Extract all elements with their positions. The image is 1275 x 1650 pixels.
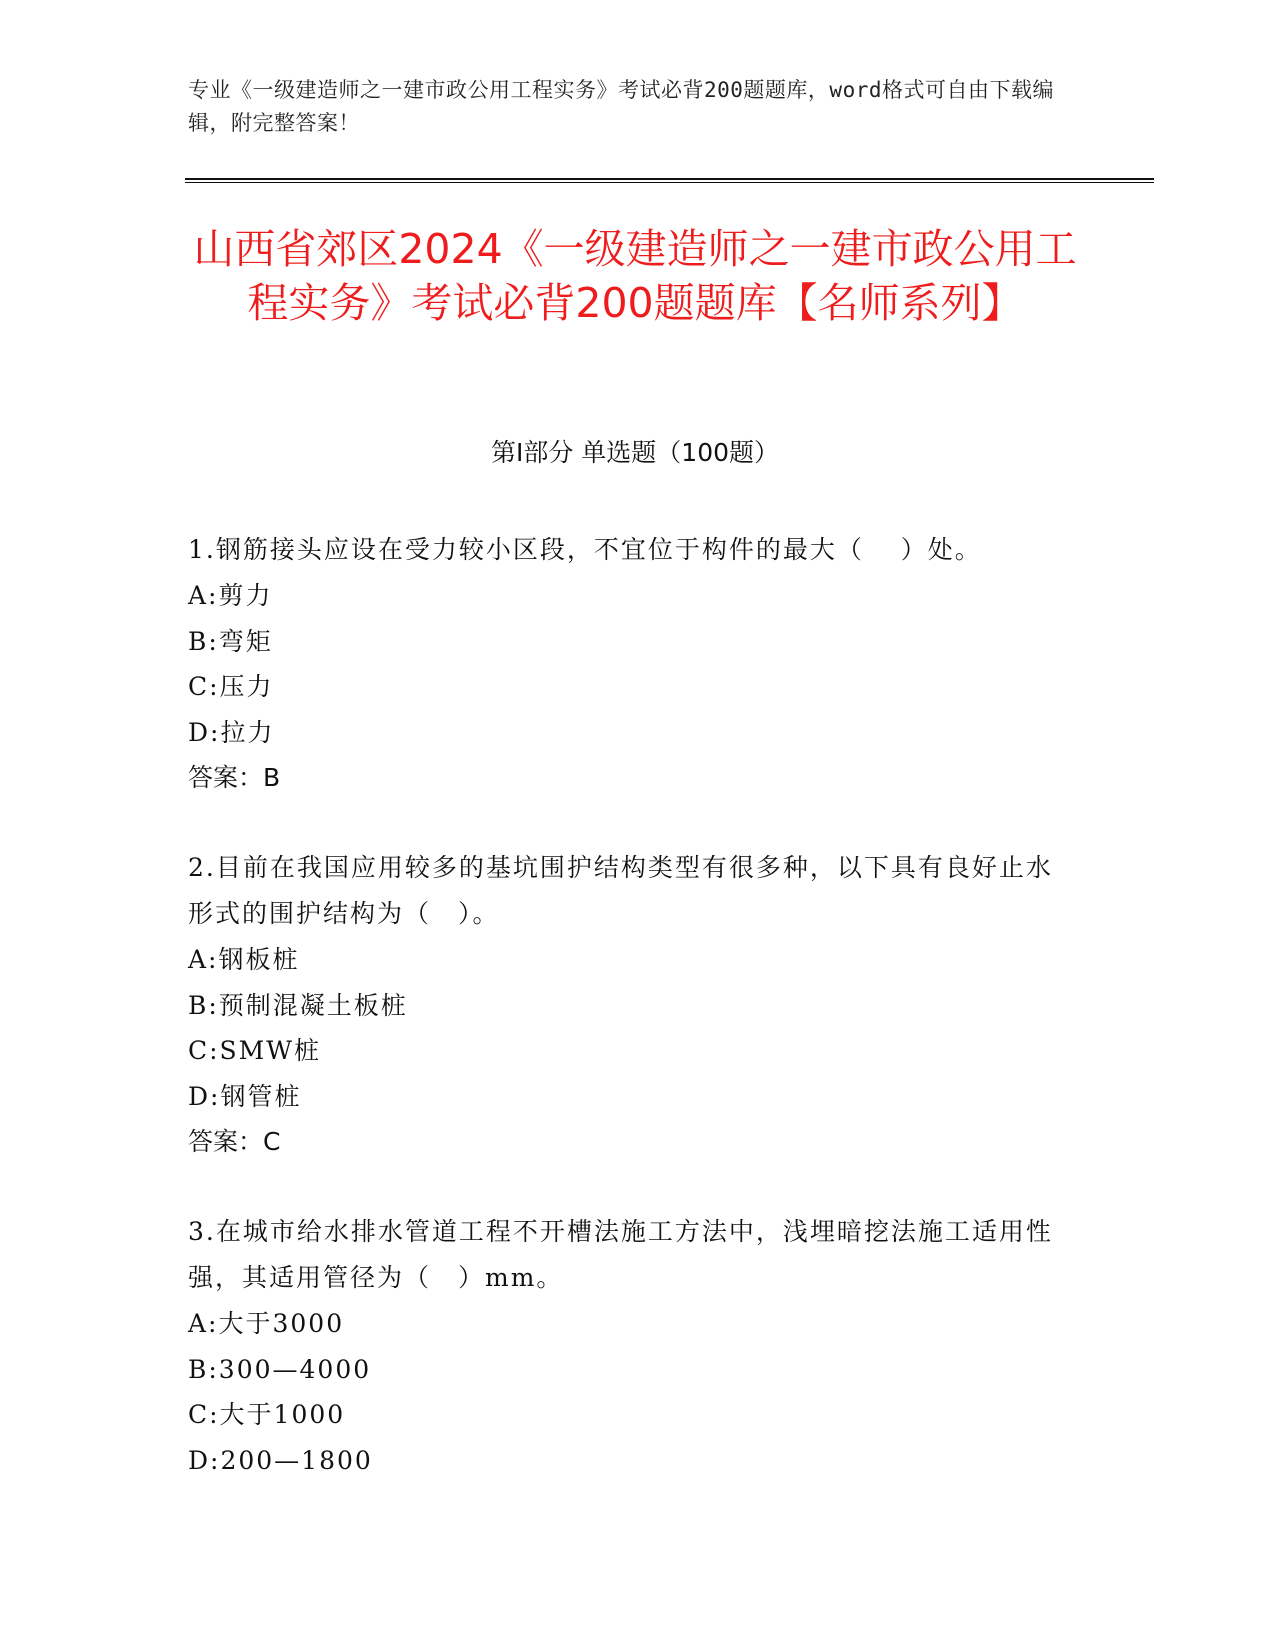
option-d: D:200—1800 <box>188 1445 373 1475</box>
question-stem: 3.在城市给水排水管道工程不开槽法施工方法中，浅埋暗挖法施工适用性强，其适用管径为（ ）mm。 <box>188 1217 1053 1292</box>
header-note: 专业《一级建造师之一建市政公用工程实务》考试必背200题题库，word格式可自由下载编辑，附完整答案！ <box>188 78 1054 135</box>
question-answer: 答案：C <box>188 1127 281 1156</box>
header-rule-thin <box>185 182 1154 183</box>
question-stem: 1.钢筋接头应设在受力较小区段，不宜位于构件的最大（ ）处。 <box>188 535 982 564</box>
option-a: A:钢板桩 <box>188 945 300 974</box>
question-answer: 答案：B <box>188 763 281 792</box>
document-title: 山西省郊区2024《一级建造师之一建市政公用工程实务》考试必背200题题库【名师系列】 <box>193 225 1077 327</box>
question-stem: 2.目前在我国应用较多的基坑围护结构类型有很多种，以下具有良好止水形式的围护结构为（ ）。 <box>188 853 1053 928</box>
option-d: D:拉力 <box>188 717 275 747</box>
section-title: 第Ⅰ部分 单选题（100题） <box>490 438 780 467</box>
option-b: B:预制混凝土板桩 <box>188 990 408 1020</box>
option-b: B:弯矩 <box>188 626 273 656</box>
option-d: D:钢管桩 <box>188 1081 302 1111</box>
question-1 <box>188 527 1068 801</box>
question-list <box>188 527 1068 1527</box>
question-2 <box>188 845 1068 1165</box>
option-c: C:大于1000 <box>188 1400 346 1429</box>
option-b: B:300—4000 <box>188 1354 372 1384</box>
option-a: A:大于3000 <box>188 1309 345 1338</box>
option-a: A:剪力 <box>188 581 273 610</box>
option-c: C:压力 <box>188 672 274 701</box>
option-c: C:SMW桩 <box>188 1036 321 1065</box>
question-3 <box>188 1209 1068 1483</box>
header-rule-thick <box>185 178 1154 180</box>
